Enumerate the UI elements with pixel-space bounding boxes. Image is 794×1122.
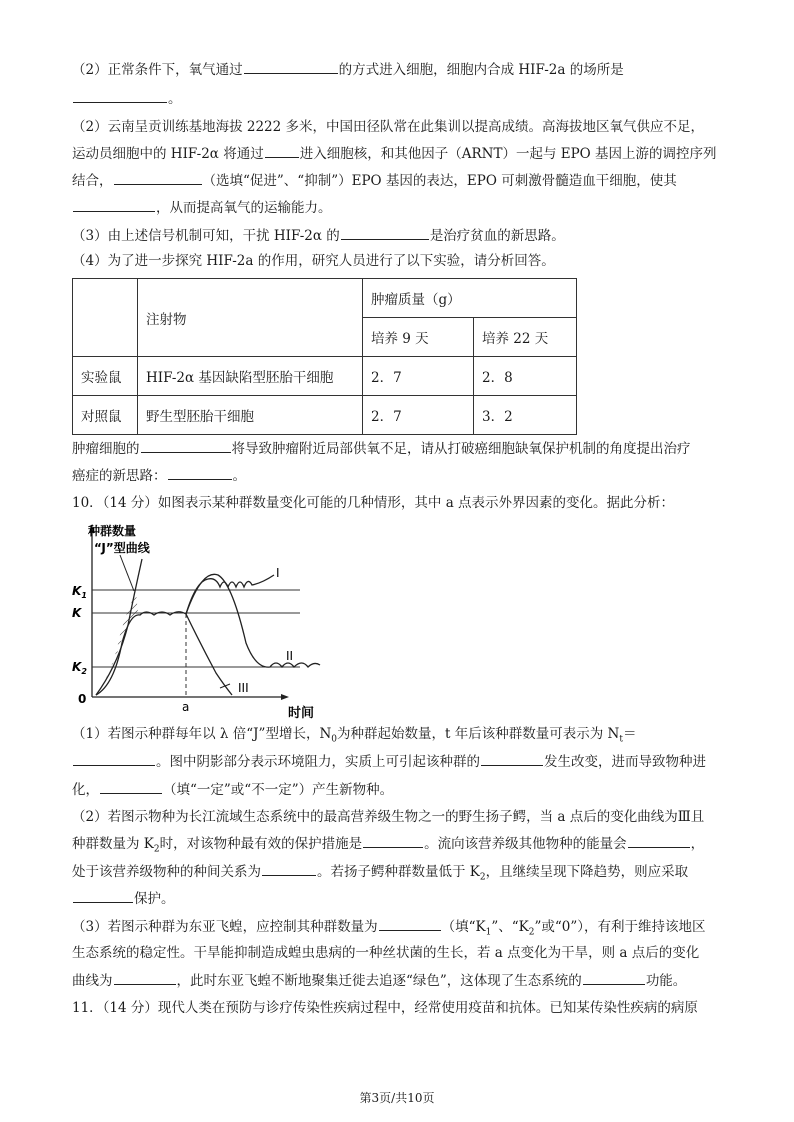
question-10-2-line2: 种群数量为 $K_2$时，对该物种最有效的保护措施是 。流向该营养级其他物种的能量会 ， (72, 833, 704, 860)
table-header-injection: 注射物 (138, 279, 363, 357)
answer-blank[interactable] (114, 970, 176, 985)
answer-blank[interactable] (379, 916, 441, 931)
curve-I-label: I (276, 566, 280, 580)
question-10-1-line3: 化， （填“一定”或“不一定”）产生新物种。 (72, 779, 393, 800)
table-header-day22: 培养 22 天 (474, 318, 577, 357)
s-curve (96, 612, 186, 695)
answer-blank[interactable] (114, 170, 202, 185)
after-table-line2: 癌症的新思路： 。 (72, 465, 246, 486)
population-curve-figure (70, 515, 360, 725)
answer-blank[interactable] (363, 833, 423, 848)
curve-III-label: III (238, 681, 249, 695)
origin-label: 0 (78, 692, 87, 706)
k2-label: $K_2$ (72, 660, 87, 676)
table-row: 对照鼠 野生型胚胎干细胞 2．7 3．2 (73, 396, 577, 435)
experiment-table (72, 278, 577, 435)
question-10-1-line2: 。图中阴影部分表示环境阻力，实质上可引起该种群的 发生改变，进而导致物种进 (72, 751, 706, 772)
k1-label: $K_1$ (72, 584, 87, 600)
question-10-1-line1: （1）若图示种群每年以 λ 倍“J”型增长，$N_0$为种群起始数量，t 年后该种群数量可表示为 $N_t=$ (72, 726, 637, 745)
a-label: a (182, 700, 190, 714)
question-4: （4）为了进一步探究 HIF-2a 的作用，研究人员进行了以下实验，请分析回答。 (72, 253, 555, 269)
answer-blank[interactable] (73, 751, 155, 766)
answer-blank[interactable] (73, 88, 167, 103)
question-2b-line2: 运动员细胞中的 HIF-2α 将通过 进入细胞核，和其他因子（ARNT）一起与 EPO 基因上游的调控序列 (72, 143, 717, 164)
answer-blank[interactable] (265, 143, 299, 158)
x-axis-label: 时间 (288, 706, 315, 721)
question-2b-line4: ，从而提高氧气的运输能力。 (72, 197, 332, 218)
table-row: 实验鼠 HIF-2α 基因缺陷型胚胎干细胞 2．7 2．8 (73, 357, 577, 396)
question-10-3-line1: （3）若图示种群为东亚飞蝗，应控制其种群数量为 （填“$K_1$”、“$K_2$”或“0”），有利于维持该地区 (72, 916, 706, 943)
answer-blank[interactable] (341, 225, 429, 240)
answer-blank[interactable] (73, 888, 133, 903)
question-10-title: 10．（14 分）如图表示某种群数量变化可能的几种情形，其中 a 点表示外界因素的变化。据此分析： (72, 495, 675, 511)
question-10-2-line3: 处于该营养级物种的种间关系为 。若扬子鳄种群数量低于 $K_2$，且继续呈现下降趋势，则应采取 (72, 861, 688, 888)
curve-I (186, 575, 274, 614)
question-11-line1: 11．（14 分）现代人类在预防与诊疗传染性疾病过程中，经常使用疫苗和抗体。已知某传染性疾病的病原 (72, 1000, 698, 1016)
j-curve-label: “J”型曲线 (94, 541, 150, 555)
answer-blank[interactable] (262, 861, 316, 876)
answer-blank[interactable] (583, 970, 645, 985)
answer-blank[interactable] (100, 779, 162, 794)
answer-blank[interactable] (73, 197, 155, 212)
question-2b-line3: 结合， （选填“促进”、“抑制”）EPO 基因的表达，EPO 可刺激骨髓造血干细胞，使其 (72, 170, 677, 191)
page-footer: 第3页/共10页 (359, 1091, 435, 1105)
after-table-line1: 肿瘤细胞的 将导致肿瘤附近局部供氧不足，请从打破癌细胞缺氧保护机制的角度提出治疗 (72, 438, 691, 459)
j-curve (96, 559, 142, 695)
curve-III (186, 614, 232, 695)
table-corner (73, 279, 138, 357)
answer-blank[interactable] (244, 59, 338, 74)
table-header-day9: 培养 9 天 (363, 318, 474, 357)
answer-blank[interactable] (481, 751, 543, 766)
answer-blank[interactable] (168, 465, 232, 480)
curve-II-label: II (286, 649, 294, 663)
question-10-2-line4: 保护。 (72, 888, 175, 909)
answer-blank[interactable] (141, 438, 231, 453)
question-2b-line1: （2）云南呈贡训练基地海拔 2222 多米，中国田径队常在此集训以提高成绩。高海拔地区氧气供应不足， (72, 119, 705, 135)
k-label: K (72, 606, 82, 620)
y-axis-label: 种群数量 (88, 524, 137, 538)
table-header-mass: 肿瘤质量（g） (363, 279, 577, 318)
question-10-2-line1: （2）若图示物种为长江流域生态系统中的最高营养级生物之一的野生扬子鳄，当 a 点后的变化曲线为Ⅲ且 (72, 809, 705, 825)
question-10-3-line3: 曲线为 ，此时东亚飞蝗不断地聚集迁徙去追逐“绿色”，这体现了生态系统的 功能。 (72, 970, 686, 991)
question-3: （3）由上述信号机制可知，干扰 HIF-2α 的 是治疗贫血的新思路。 (72, 225, 565, 246)
question-2a-line2: 。 (72, 88, 182, 109)
question-2a-line1: （2）正常条件下，氧气通过 的方式进入细胞，细胞内合成 HIF-2a 的场所是 (72, 59, 624, 80)
question-10-3-line2: 生态系统的稳定性。干旱能抑制造成蝗虫患病的一种丝状菌的生长，若 a 点变化为干旱，则 a 点后的变化 (72, 945, 700, 961)
answer-blank[interactable] (628, 833, 690, 848)
